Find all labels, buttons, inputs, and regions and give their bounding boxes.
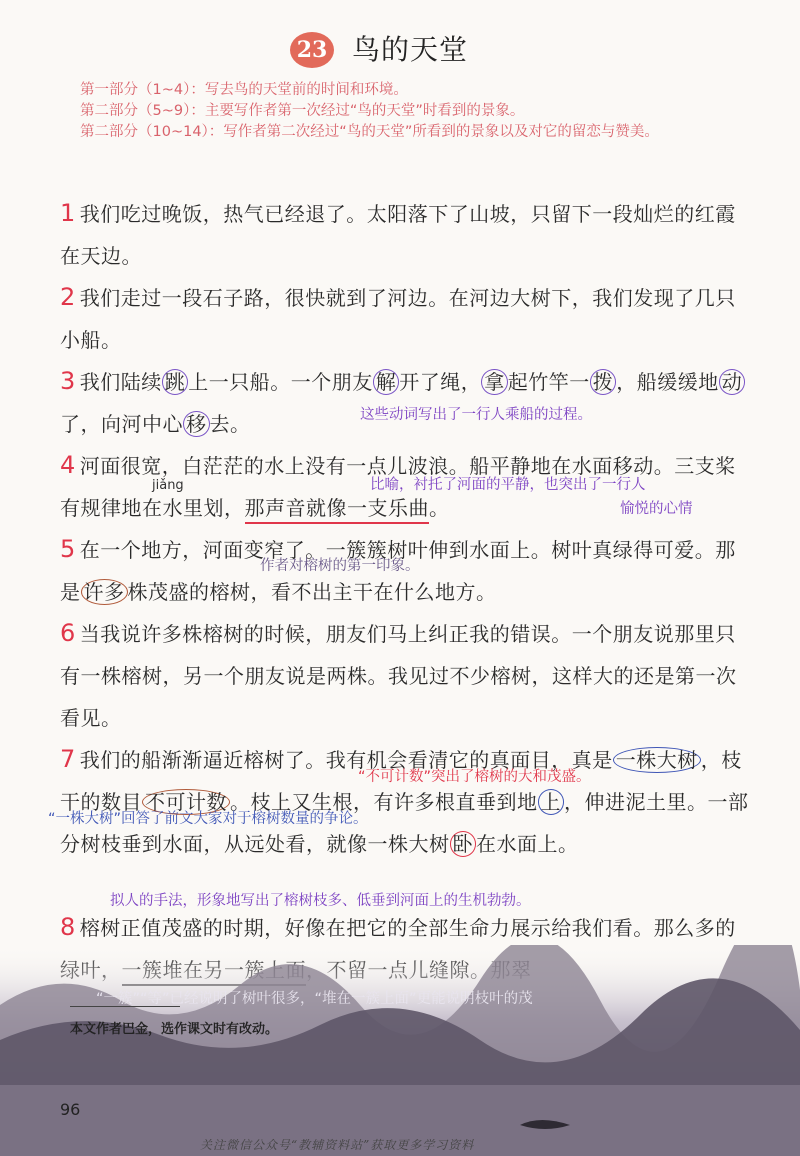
text-run: ，伸进泥土里。一部分树枝垂到水面，从远处看，就像一株大树 [60,790,749,856]
text-run: ，船缓缓地 [616,370,719,394]
text-run: 我们的船渐渐逼近榕树了。我有机会看清它的真面目，真是 [79,748,613,772]
watermark-text: 关注微信公众号“教辅资料站”获取更多学习资料 [200,1138,475,1152]
paragraph-number: 6 [60,619,76,647]
circled-verb: 拨 [590,369,617,395]
structure-outline [80,80,770,143]
paragraph-6 [60,612,750,739]
circled-verb: 解 [373,369,400,395]
circled-verb: 动 [719,369,746,395]
paragraph-number: 2 [60,283,76,311]
paragraph-3 [60,360,750,445]
text-run: 我们陆续 [79,370,162,394]
paragraph-number: 3 [60,367,76,395]
text-run: 榕树正值茂盛的时期，好像在把它的全部生命力展示给我们看。那么多的 [79,916,736,940]
paragraph-number: 5 [60,535,76,563]
page-number: 96 [60,1100,81,1119]
paragraph-number: 8 [60,913,76,941]
outline-label: 第一部分（1~4）： [80,82,205,98]
text-run: ，枝干的数目 [60,748,742,814]
paragraph-1 [60,192,750,277]
annotation-personification: 拟人的手法，形象地写出了榕树枝多、低垂到河面上的生机勃勃。 [110,893,531,909]
text-run: 株茂盛的榕树，看不出主干在什么地方。 [127,580,497,604]
paragraph-text: 我们走过一段石子路，很快就到了河边。在河边大树下，我们发现了几只小船。 [60,286,736,352]
outline-item [80,122,770,143]
outline-text: 写去鸟的天堂前的时间和环境。 [204,82,408,98]
annotation-verbs: 这些动词写出了一行人乘船的过程。 [360,407,592,423]
footnote-divider [70,1006,180,1007]
underlined-simile: 那声音就像一支乐曲 [245,496,430,524]
annotation-simile-cont: 愉悦的心情 [620,501,693,517]
paragraph-number: 1 [60,199,76,227]
paragraph-number: 4 [60,451,76,479]
circled-word: 卧 [450,831,477,857]
annotation-simile: 比喻，衬托了河面的平静，也突出了一行人 [370,477,646,493]
paragraph-text: 当我说许多株榕树的时候，朋友们马上纠正我的错误。一个朋友说那里只有一株榕树，另一个朋友说是两株。我见过不少榕树，这样大的还是第一次看见。 [60,622,737,730]
paragraph-text: 我们吃过晚饭，热气已经退了。太阳落下了山坡，只留下一段灿烂的红霞在天边。 [60,202,736,268]
outline-item [80,101,770,122]
text-run: 去。 [209,412,251,436]
circled-word: 不可计数 [142,789,230,815]
circled-verb: 拿 [481,369,508,395]
text-run: 上一只船。一个朋友 [188,370,373,394]
circled-verb: 跳 [162,369,189,395]
outline-item [80,80,770,101]
annotation-leaves: “一簇”“等”已经说明了树叶很多，“堆在一簇上面”更能说明枝叶的茂 [96,991,533,1007]
outline-label: 第二部分（10~14）： [80,124,224,140]
circled-word: 上 [538,789,565,815]
circled-word: 一株大树 [613,747,701,773]
paragraph-number: 7 [60,745,76,773]
circled-verb: 移 [183,411,210,437]
circled-word: 许多 [81,579,128,605]
paragraph-7 [60,738,750,865]
river-scenery-illustration [0,945,800,1156]
text-run: 。 [429,496,450,520]
footnote: 本文作者巴金，选作课文时有改动。 [70,1022,279,1037]
text-run: 开了绳， [399,370,482,394]
annotation-countless: “不可计数”突出了榕树的大和茂盛。 [358,769,591,785]
text-run: 。枝上又生根，有许多根直垂到地 [230,790,538,814]
paragraph-2 [60,276,750,361]
pinyin-annotation: jiǎng [152,478,184,493]
text-run: 河面很宽，白茫茫的水上没有一点儿波浪。船平静地在水面移动。三支桨有规律地在水里划， [60,454,736,520]
outline-text: 主要写作者第一次经过“鸟的天堂”时看到的景象。 [204,103,525,119]
lesson-title: 鸟的天堂 [352,33,469,66]
text-run: 在水面上。 [476,832,579,856]
title-bar [0,30,800,70]
lesson-number-badge: 23 [290,32,334,68]
outline-label: 第二部分（5~9）： [80,103,205,119]
text-run: 在一个地方，河面变窄了。一簇簇树叶伸到水面上。树叶真绿得可爱。那是 [60,538,736,604]
text-run: 了，向河中心 [60,412,183,436]
outline-text: 写作者第二次经过“鸟的天堂”所看到的景象以及对它的留恋与赞美。 [223,124,659,140]
annotation-one-tree: “一株大树”回答了前文大家对于榕树数量的争论。 [48,811,368,827]
text-run: 起竹竿一 [507,370,590,394]
annotation-first-impression: 作者对榕树的第一印象。 [260,558,420,574]
